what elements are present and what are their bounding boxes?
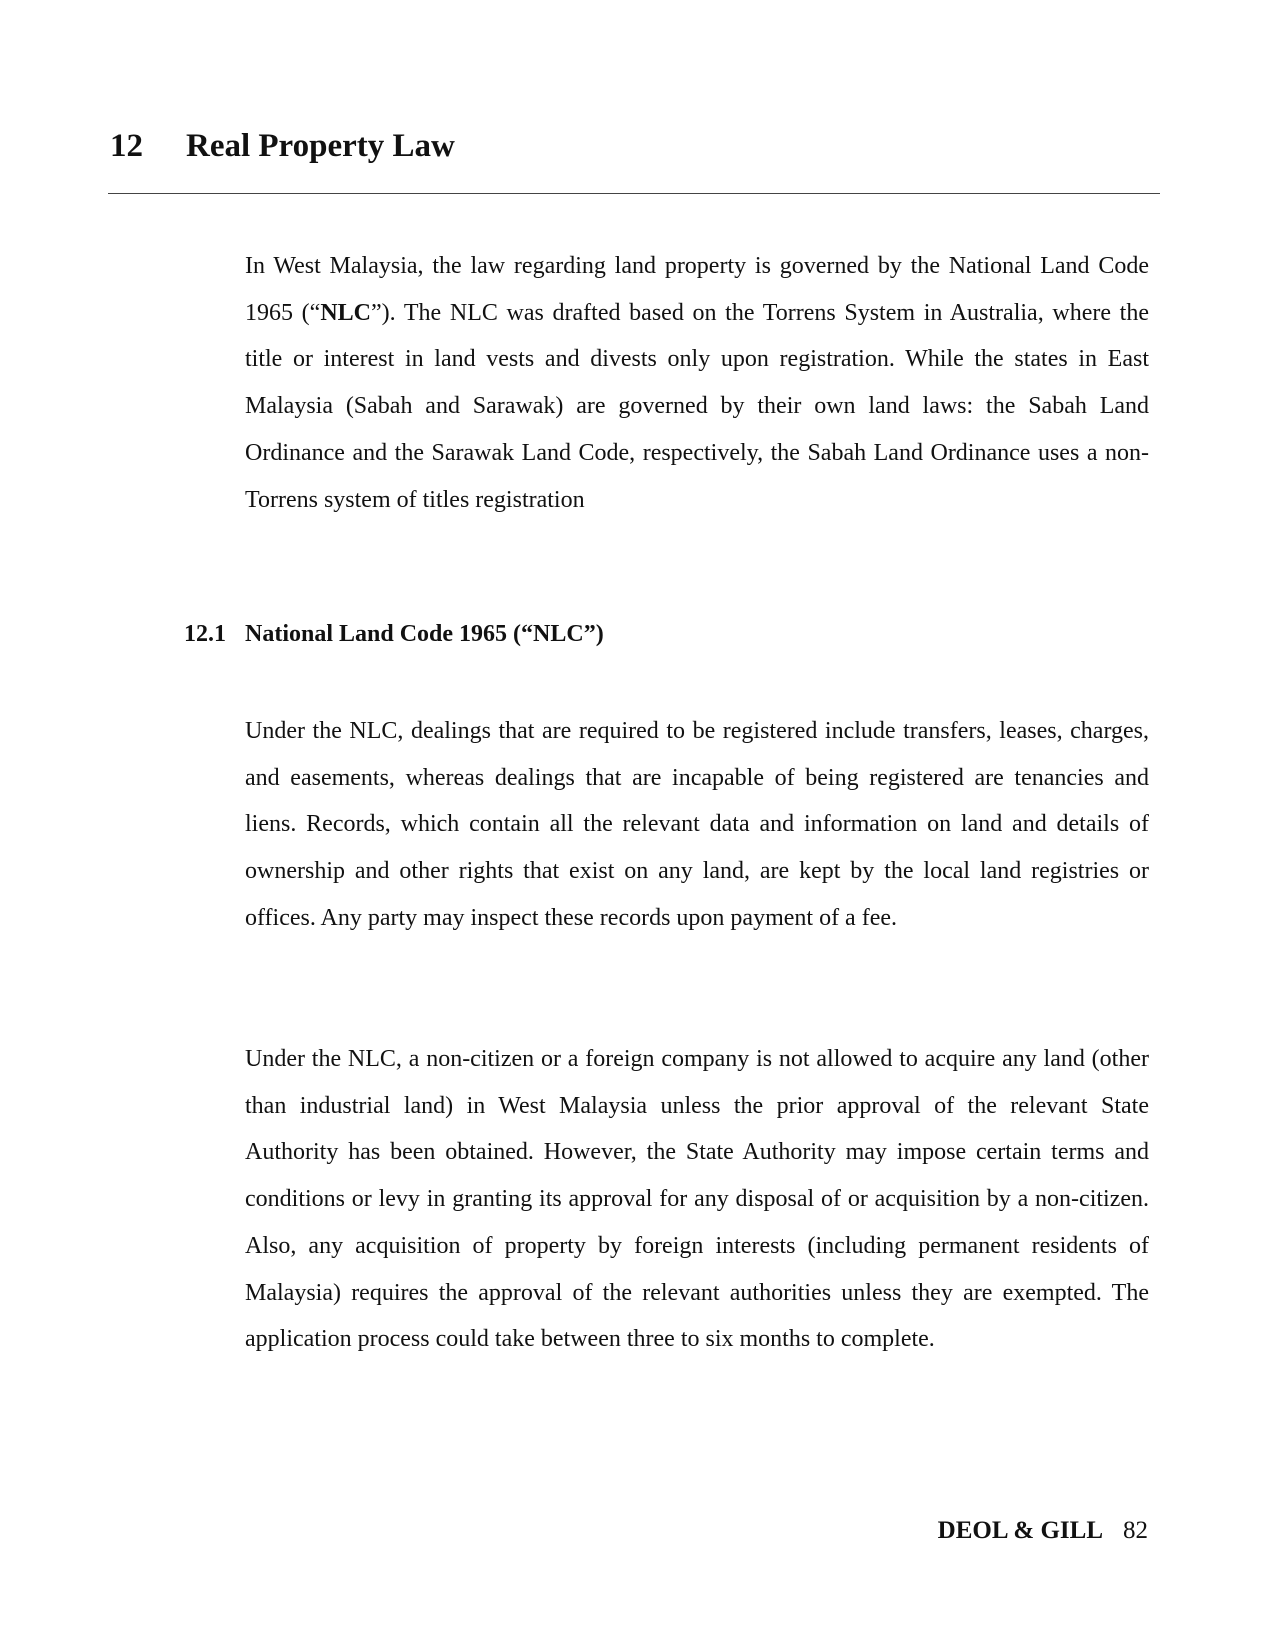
firm-name: DEOL & GILL — [937, 1517, 1103, 1544]
section-number: 12.1 — [184, 621, 226, 647]
section-heading — [184, 621, 604, 648]
chapter-heading — [110, 128, 455, 165]
intro-text-start: In West Malaysia, the law regarding land property is governed by the National Land Code 1965 (“ — [245, 253, 1149, 326]
page-number: 82 — [1123, 1517, 1148, 1544]
section-title: National Land Code 1965 (“NLC”) — [245, 621, 604, 647]
chapter-title: Real Property Law — [186, 128, 455, 164]
heading-divider — [108, 193, 1160, 194]
chapter-number: 12 — [110, 128, 143, 164]
body-paragraph-registration: Under the NLC, dealings that are required to be registered include transfers, leases, charges, and easements, whereas dealings that are incapable of being registered are tenancies and liens. Records, which contain all the relevant data and information on land and details of ownership and other rights that exist on any land, are kept by the local land registries or offices. Any party may inspect these records upon payment of a fee. — [245, 718, 1149, 931]
intro-bold-term: NLC — [320, 299, 371, 326]
intro-paragraph — [245, 243, 1149, 523]
page-footer — [938, 1517, 1148, 1545]
body-paragraph-foreign-ownership: Under the NLC, a non-citizen or a foreign company is not allowed to acquire any land (other than industrial land) in West Malaysia unless the prior approval of the relevant State Authority has been obtained. However, the State Authority may impose certain terms and conditions or levy in granting its approval for any disposal of or acquisition by a non-citizen. Also, any acquisition of property by foreign interests (including permanent residents of Malaysia) requires the approval of the relevant authorities unless they are exempted. The application process could take between three to six months to complete. — [245, 1046, 1149, 1353]
intro-text-end: ”). The NLC was drafted based on the Torrens System in Australia, where the title or interest in land vests and divests only upon registration. While the states in East Malaysia (Sabah and Sarawak) are governed by their own land laws: the Sabah Land Ordinance and the Sarawak Land Code, respectively, the Sabah Land Ordinance uses a non-Torrens system of titles registration — [245, 299, 1149, 513]
